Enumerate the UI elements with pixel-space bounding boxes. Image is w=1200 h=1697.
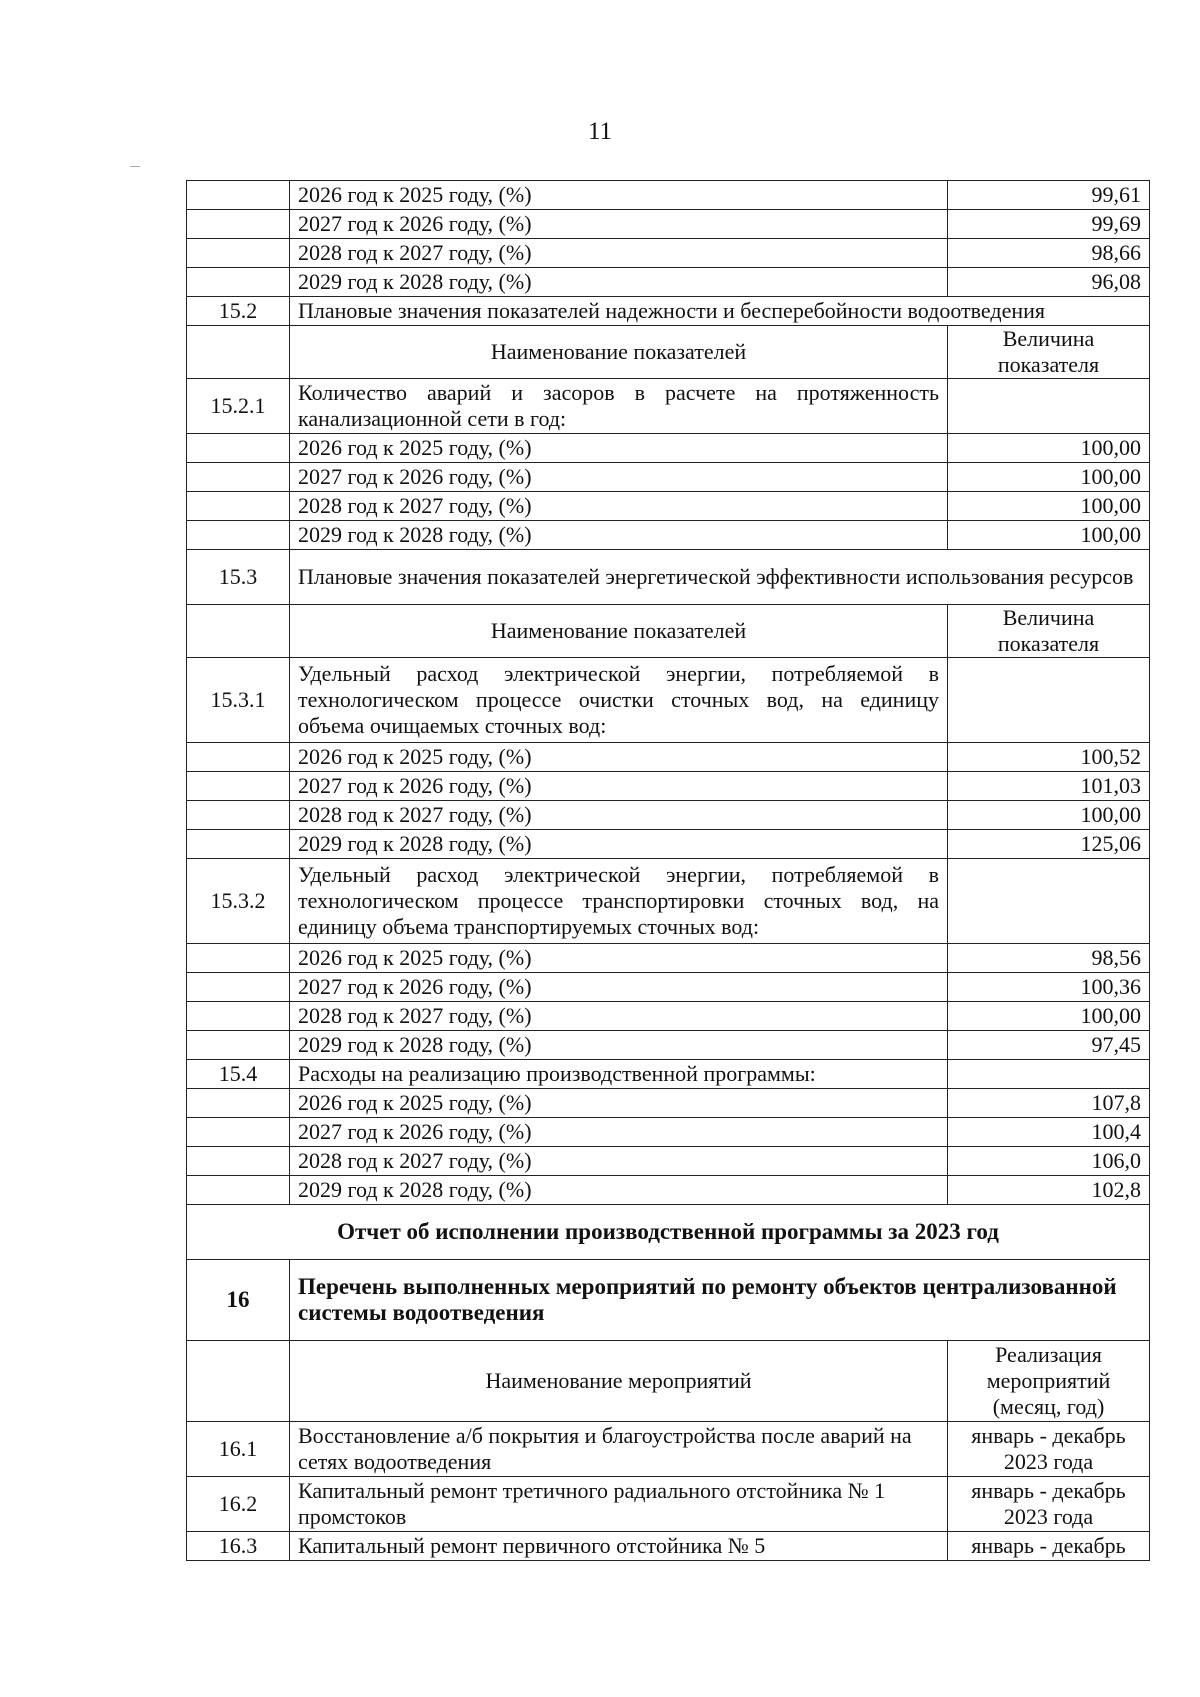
- table-row: [187, 268, 1150, 297]
- page-number: 11: [587, 118, 613, 145]
- row-label: 2029 год к 2028 году, (%): [290, 1031, 948, 1060]
- row-value: 100,00: [948, 434, 1150, 463]
- column-header-row: [187, 1341, 1150, 1422]
- item-row: [187, 658, 1150, 743]
- row-label: 2029 год к 2028 году, (%): [290, 1176, 948, 1205]
- table-row: [187, 521, 1150, 550]
- section-row: [187, 1060, 1150, 1089]
- row-label: 2026 год к 2025 году, (%): [290, 944, 948, 973]
- column-header-value: Реализация мероприятий (месяц, год): [948, 1341, 1150, 1422]
- table-row: [187, 1147, 1150, 1176]
- column-header-name: Наименование показателей: [290, 326, 948, 379]
- report-title: Отчет об исполнении производственной программы за 2023 год: [187, 1205, 1150, 1260]
- table-row: [187, 801, 1150, 830]
- row-label: 2027 год к 2026 году, (%): [290, 772, 948, 801]
- row-label: 2029 год к 2028 году, (%): [290, 830, 948, 859]
- section-title: Плановые значения показателей надежности и бесперебойности водоотведения: [290, 297, 1150, 326]
- report-banner-row: [187, 1205, 1150, 1260]
- table-row: [187, 1176, 1150, 1205]
- table-row: [187, 1002, 1150, 1031]
- column-header-row: [187, 326, 1150, 379]
- row-value: 100,52: [948, 743, 1150, 772]
- item-row: [187, 379, 1150, 434]
- table-row: [187, 210, 1150, 239]
- column-header-name: Наименование показателей: [290, 605, 948, 658]
- row-value: 98,56: [948, 944, 1150, 973]
- row-label: 2027 год к 2026 году, (%): [290, 973, 948, 1002]
- activity-period: январь - декабрь: [948, 1532, 1150, 1561]
- section-number: 15.4: [187, 1060, 290, 1089]
- row-value: 102,8: [948, 1176, 1150, 1205]
- activity-period: январь - декабрь 2023 года: [948, 1422, 1150, 1477]
- row-value: 99,61: [948, 181, 1150, 210]
- activity-number: 16.1: [187, 1422, 290, 1477]
- row-value: 100,4: [948, 1118, 1150, 1147]
- table-row: [187, 772, 1150, 801]
- activity-text: Восстановление а/б покрытия и благоустройства после аварий на сетях водоотведения: [290, 1422, 948, 1477]
- item-text: Удельный расход электрической энергии, потребляемой в технологическом процессе транспортировки сточных вод, на единицу объема транспортируемых сточных вод:: [290, 859, 948, 944]
- activity-text: Капитальный ремонт третичного радиального отстойника № 1 промстоков: [290, 1477, 948, 1532]
- table-row: [187, 830, 1150, 859]
- row-value: 100,00: [948, 463, 1150, 492]
- row-label: 2027 год к 2026 году, (%): [290, 463, 948, 492]
- column-header-value: Величина показателя: [948, 605, 1150, 658]
- table-row: [187, 434, 1150, 463]
- row-value: 96,08: [948, 268, 1150, 297]
- row-value: 100,36: [948, 973, 1150, 1002]
- scan-artifact: [130, 166, 140, 167]
- row-label: 2029 год к 2028 году, (%): [290, 521, 948, 550]
- item-text: Удельный расход электрической энергии, потребляемой в технологическом процессе очистки сточных вод, на единицу объема очищаемых сточных вод:: [290, 658, 948, 743]
- row-value: 97,45: [948, 1031, 1150, 1060]
- row-value: 100,00: [948, 1002, 1150, 1031]
- column-header-row: [187, 605, 1150, 658]
- row-value: 100,00: [948, 801, 1150, 830]
- section-row: [187, 1260, 1150, 1341]
- table-row: [187, 463, 1150, 492]
- row-label: 2029 год к 2028 году, (%): [290, 268, 948, 297]
- section-number: 16: [187, 1260, 290, 1341]
- activity-row: [187, 1532, 1150, 1561]
- activity-row: [187, 1422, 1150, 1477]
- row-label: 2028 год к 2027 году, (%): [290, 239, 948, 268]
- row-label: 2027 год к 2026 году, (%): [290, 210, 948, 239]
- row-label: 2026 год к 2025 году, (%): [290, 743, 948, 772]
- indicators-table: [186, 180, 1150, 1561]
- section-title: Расходы на реализацию производственной программы:: [290, 1060, 948, 1089]
- row-value: 107,8: [948, 1089, 1150, 1118]
- row-value: 106,0: [948, 1147, 1150, 1176]
- row-value: 99,69: [948, 210, 1150, 239]
- row-value: 98,66: [948, 239, 1150, 268]
- column-header-value: Величина показателя: [948, 326, 1150, 379]
- activity-row: [187, 1477, 1150, 1532]
- row-label: 2026 год к 2025 году, (%): [290, 434, 948, 463]
- row-value: 100,00: [948, 492, 1150, 521]
- activity-number: 16.2: [187, 1477, 290, 1532]
- item-number: 15.3.1: [187, 658, 290, 743]
- row-value: 101,03: [948, 772, 1150, 801]
- table-row: [187, 973, 1150, 1002]
- section-number: 15.3: [187, 550, 290, 605]
- row-label: 2028 год к 2027 году, (%): [290, 1002, 948, 1031]
- table-row: [187, 239, 1150, 268]
- section-title: Перечень выполненных мероприятий по ремонту объектов централизованной системы водоотведения: [290, 1260, 1150, 1341]
- row-label: 2028 год к 2027 году, (%): [290, 1147, 948, 1176]
- row-label: 2028 год к 2027 году, (%): [290, 801, 948, 830]
- table-row: [187, 1089, 1150, 1118]
- column-header-name: Наименование мероприятий: [290, 1341, 948, 1422]
- section-number: 15.2: [187, 297, 290, 326]
- row-label: 2026 год к 2025 году, (%): [290, 181, 948, 210]
- section-row: [187, 297, 1150, 326]
- item-number: 15.3.2: [187, 859, 290, 944]
- table-row: [187, 492, 1150, 521]
- item-row: [187, 859, 1150, 944]
- item-text: Количество аварий и засоров в расчете на протяженность канализационной сети в год:: [290, 379, 948, 434]
- table-row: [187, 743, 1150, 772]
- item-number: 15.2.1: [187, 379, 290, 434]
- section-row: [187, 550, 1150, 605]
- activity-period: январь - декабрь 2023 года: [948, 1477, 1150, 1532]
- activity-text: Капитальный ремонт первичного отстойника № 5: [290, 1532, 948, 1561]
- row-value: 100,00: [948, 521, 1150, 550]
- table-row: [187, 1118, 1150, 1147]
- section-title: Плановые значения показателей энергетической эффективности использования ресурсов: [290, 550, 1150, 605]
- row-label: 2027 год к 2026 году, (%): [290, 1118, 948, 1147]
- table-row: [187, 944, 1150, 973]
- row-value: 125,06: [948, 830, 1150, 859]
- table-row: [187, 1031, 1150, 1060]
- activity-number: 16.3: [187, 1532, 290, 1561]
- row-label: 2028 год к 2027 году, (%): [290, 492, 948, 521]
- row-label: 2026 год к 2025 году, (%): [290, 1089, 948, 1118]
- table-row: [187, 181, 1150, 210]
